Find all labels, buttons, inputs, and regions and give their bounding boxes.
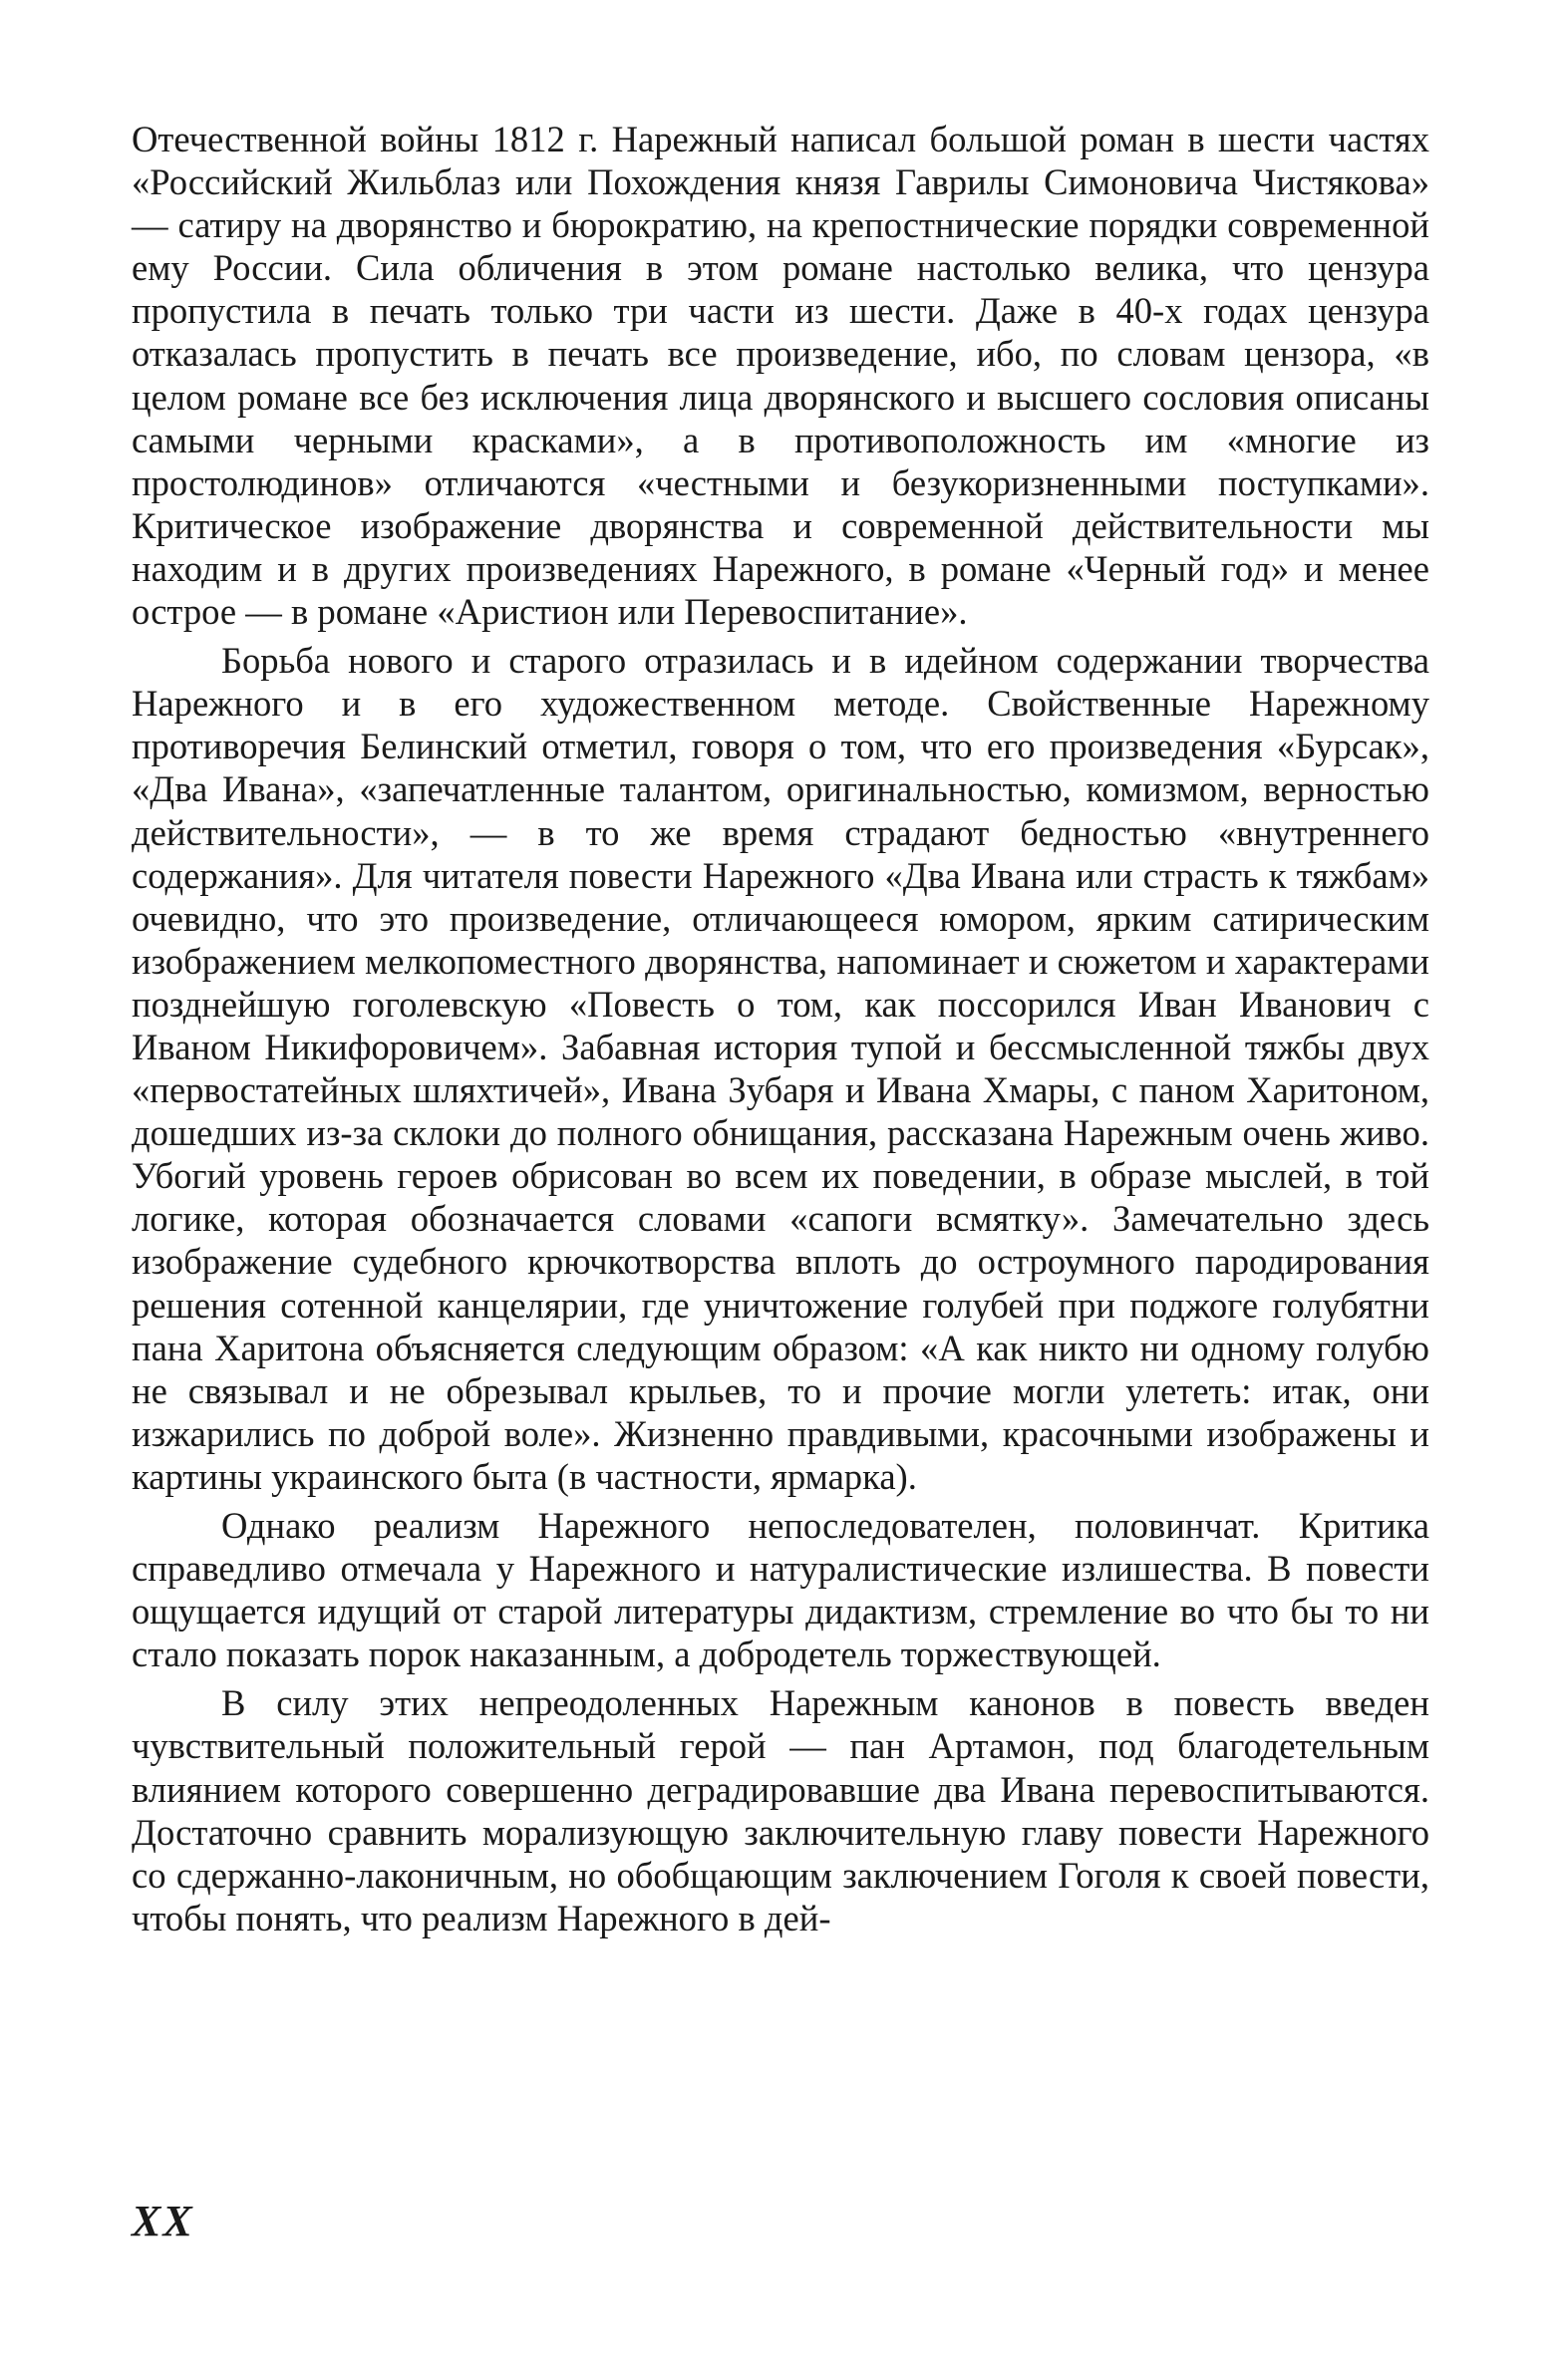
paragraph-4: В силу этих непреодоленных Нарежным канонов в повесть введен чувствительный положительный герой — пан Артамон, под благодетельным влиянием которого совершенно деградировавшие два Ивана перевоспитываются. Достаточно сравнить морализующую заключительную главу повести Нарежного со сдержанно-лаконичным, но обобщающим заключением Гоголя к своей повести, чтобы понять, что реализм Нарежного в дей-	[132, 1682, 1429, 1938]
page-body	[132, 118, 1429, 1939]
page-number: XX	[132, 2197, 194, 2245]
paragraph-2: Борьба нового и старого отразилась и в идейном содержании творчества Нарежного и в его художественном методе. Свойственные Нарежному противоречия Белинский отметил, говоря о том, что его произведения «Бурсак», «Два Ивана», «запечатленные талантом, оригинальностью, комизмом, верностью действительности», — в то же время страдают бедностью «внутреннего содержания». Для читателя повести Нарежного «Два Ивана или страсть к тяжбам» очевидно, что это произведение, отличающееся юмором, ярким сатирическим изображением мелкопоместного дворянства, напоминает и сюжетом и характерами позднейшую гоголевскую «Повесть о том, как поссорился Иван Иванович с Иваном Никифоровичем». Забавная история тупой и бессмысленной тяжбы двух «первостатейных шляхтичей», Ивана Зубаря и Ивана Хмары, с паном Харитоном, дошедших из-за склоки до полного обнищания, рассказана Нарежным очень живо. Убогий уровень героев обрисован во всем их поведении, в образе мыслей, в той логике, которая обозначается словами «сапоги всмятку». Замечательно здесь изображение судебного крючкотворства вплоть до остроумного пародирования решения сотенной канцелярии, где уничтожение голубей при поджоге голубятни пана Харитона объясняется следующим образом: «А как никто ни одному голубю не связывал и не обрезывал крыльев, то и прочие могли улететь: итак, они изжарились по доброй воле». Жизненно правдивыми, красочными изображены и картины украинского быта (в частности, ярмарка).	[132, 640, 1429, 1497]
paragraph-3: Однако реализм Нарежного непоследователен, половинчат. Критика справедливо отмечала у Нарежного и натуралистические излишества. В повести ощущается идущий от старой литературы дидактизм, стремление во что бы то ни стало показать порок наказанным, а добродетель торжествующей.	[132, 1505, 1429, 1675]
paragraph-1: Отечественной войны 1812 г. Нарежный написал большой роман в шести частях «Российский Жильблаз или Похождения князя Гаврилы Симоновича Чистякова» — сатиру на дворянство и бюрократию, на крепостнические порядки современной ему России. Сила обличения в этом романе настолько велика, что цензура пропустила в печать только три части из шести. Даже в 40-х годах цензура отказалась пропустить в печать все произведение, ибо, по словам цензора, «в целом романе все без исключения лица дворянского и высшего сословия описаны самыми черными красками», а в противоположность им «многие из простолюдинов» отличаются «честными и безукоризненными поступками». Критическое изображение дворянства и современной действительности мы находим и в других произведениях Нарежного, в романе «Черный год» и менее острое — в романе «Аристион или Перевоспитание».	[132, 119, 1429, 633]
